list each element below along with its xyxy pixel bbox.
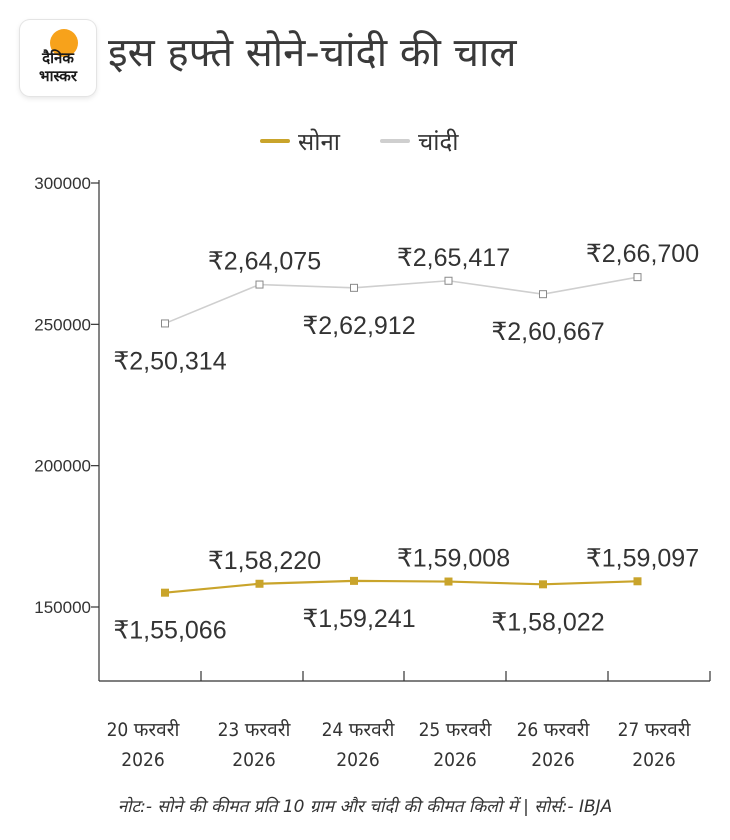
y-tick-label: 300000	[34, 174, 91, 193]
x-tick-year-label: 2026	[336, 749, 380, 771]
y-tick-label: 250000	[34, 315, 91, 335]
silver-data-point	[351, 284, 358, 291]
y-tick-label: 200000	[34, 456, 91, 476]
gold-data-point	[539, 580, 547, 588]
source-note: नोट:- सोने की कीमत प्रति 10 ग्राम और चांदी की कीमत किलो में | सोर्स:- IBJA	[117, 797, 613, 817]
silver-data-point	[162, 320, 169, 327]
gold-data-point	[161, 589, 169, 597]
x-tick-year-label: 2026	[531, 749, 575, 771]
silver-data-point	[540, 291, 547, 298]
silver-data-label: ₹2,65,417	[396, 243, 511, 272]
silver-data-label: ₹2,60,667	[491, 318, 605, 347]
legend-label-gold: सोना	[298, 127, 340, 156]
gold-data-label: ₹1,55,066	[113, 616, 227, 645]
x-tick-label: 25 फरवरी	[418, 719, 492, 741]
gold-data-label: ₹1,58,220	[207, 546, 322, 575]
gold-data-label: ₹1,59,008	[396, 544, 511, 573]
x-tick-label: 27 फरवरी	[617, 719, 691, 741]
x-tick-label: 24 फरवरी	[321, 719, 395, 741]
gold-data-point	[634, 577, 642, 585]
legend-label-silver: चांदी	[418, 127, 459, 156]
silver-data-label: ₹2,62,912	[302, 311, 416, 340]
x-tick-label: 26 फरवरी	[516, 719, 590, 741]
gold-series-line	[165, 581, 638, 593]
gold-data-label: ₹1,58,022	[491, 608, 605, 637]
gold-data-label: ₹1,59,097	[585, 544, 700, 573]
gold-data-point	[445, 578, 453, 586]
x-tick-year-label: 2026	[433, 749, 477, 771]
x-tick-year-label: 2026	[121, 749, 165, 771]
silver-data-point	[634, 274, 641, 281]
gold-data-point	[256, 580, 264, 588]
gold-data-label: ₹1,59,241	[302, 604, 416, 633]
x-tick-label: 23 फरवरी	[217, 719, 291, 741]
logo-text-line2: भास्कर	[39, 67, 77, 85]
silver-data-label: ₹2,66,700	[585, 240, 700, 269]
logo-text-line1: दैनिक	[42, 49, 74, 67]
silver-data-point	[256, 281, 263, 288]
x-tick-label: 20 फरवरी	[106, 719, 180, 741]
x-tick-year-label: 2026	[632, 749, 676, 771]
silver-data-point	[445, 277, 452, 284]
silver-data-label: ₹2,64,075	[207, 247, 322, 276]
silver-data-label: ₹2,50,314	[113, 347, 227, 376]
x-tick-year-label: 2026	[232, 749, 276, 771]
page-title: इस हफ्ते सोने-चांदी की चाल	[108, 30, 517, 76]
y-tick-label: 150000	[34, 598, 91, 617]
gold-data-point	[350, 577, 358, 585]
